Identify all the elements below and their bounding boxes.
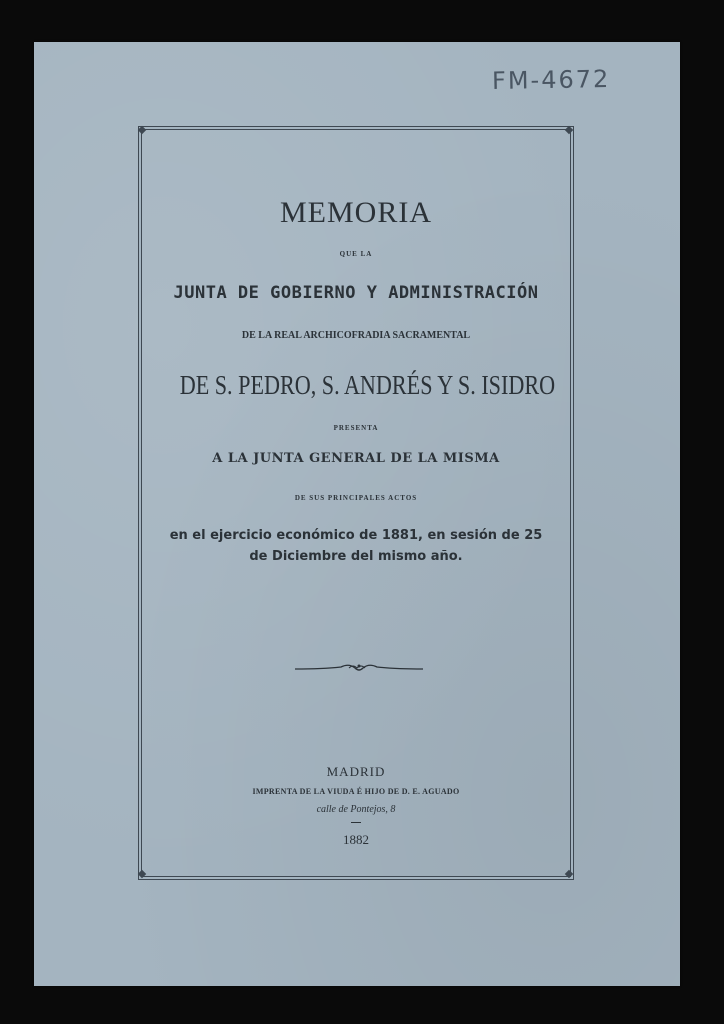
subtitle-actos: DE SUS PRINCIPALES ACTOS <box>294 494 418 502</box>
imprint-street: calle de Pontejos, 8 <box>316 804 396 815</box>
subtitle-saints: DE S. PEDRO, S. ANDRÉS Y S. ISIDRO <box>179 370 556 400</box>
imprint-city: MADRID <box>326 764 386 779</box>
imprint-divider <box>351 822 361 823</box>
flourish-ornament-icon <box>293 660 425 676</box>
subtitle-presenta: PRESENTA <box>333 424 379 432</box>
imprint-printer: IMPRENTA DE LA VIUDA É HIJO DE D. E. AGUADO <box>252 787 460 796</box>
document-title: MEMORIA <box>279 196 432 229</box>
handwritten-shelfmark: FM-4672 <box>491 64 611 96</box>
subtitle-que-la: QUE LA <box>339 250 373 258</box>
subtitle-ejercicio-line-1: en el ejercicio económico de 1881, en sesión de 25 <box>169 528 543 543</box>
subtitle-junta-general: A LA JUNTA GENERAL DE LA MISMA <box>212 451 500 466</box>
subtitle-real-archicofradia: DE LA REAL ARCHICOFRADIA SACRAMENTAL <box>241 330 471 341</box>
subtitle-junta: JUNTA DE GOBIERNO Y ADMINISTRACIÓN <box>173 283 539 303</box>
imprint-year: 1882 <box>343 832 369 847</box>
subtitle-ejercicio-line-2: de Diciembre del mismo año. <box>249 549 463 564</box>
